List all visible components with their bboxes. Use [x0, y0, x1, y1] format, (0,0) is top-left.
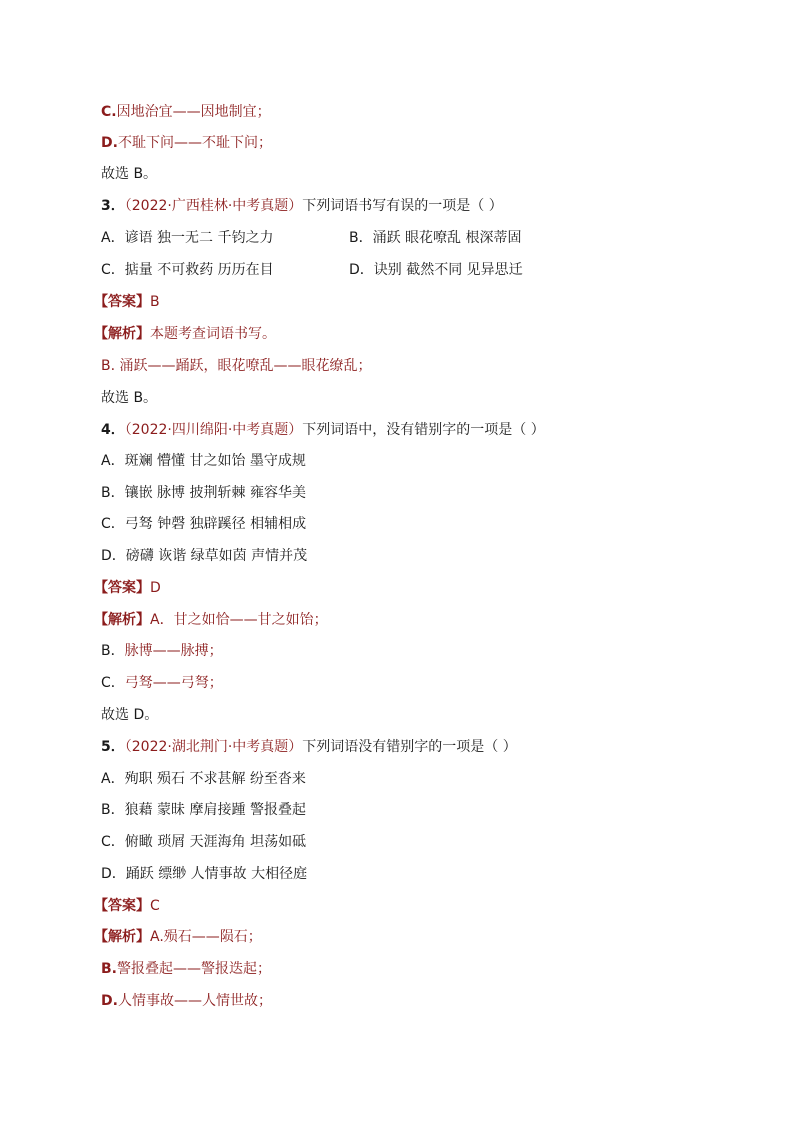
letter: B． — [101, 643, 125, 659]
option-text: 磅礴 诙谐 绿草如茵 声情并茂 — [125, 548, 308, 564]
option-text: 殉职 殒石 不求甚解 纷至沓来 — [124, 771, 306, 787]
option-text: 踊跃 缥缈 人情事故 大相径庭 — [125, 866, 308, 882]
question-text: 下列词语书写有误的一项是（ ） — [302, 198, 503, 214]
answer-value: C — [150, 898, 160, 914]
analysis-tag: 【解析】 — [94, 929, 150, 945]
option-text: 谚语 独一无二 千钧之力 — [124, 230, 274, 246]
option-label: C． — [101, 262, 125, 278]
option-label: B． — [101, 485, 125, 501]
question-5-correction-b — [101, 959, 271, 979]
question-5-answer — [94, 896, 160, 916]
question-4-analysis — [94, 610, 328, 630]
letter: B. — [101, 961, 117, 977]
question-3-options-row-2 — [101, 260, 701, 280]
question-source: （2022·广西桂林·中考真题） — [124, 198, 303, 214]
question-4-answer — [94, 578, 161, 598]
option-label: D． — [349, 262, 374, 278]
question-5-option-a — [101, 769, 306, 789]
option-label: D． — [101, 866, 126, 882]
option-text: 镶嵌 脉博 披荆斩棘 雍容华美 — [124, 485, 306, 501]
question-number: 3． — [101, 198, 125, 214]
option-text: 斑斓 懵懂 甘之如饴 墨守成规 — [124, 453, 306, 469]
question-4-conclusion: 故选 D。 — [101, 707, 159, 723]
analysis-tag: 【解析】 — [94, 612, 150, 628]
option-d — [349, 260, 523, 280]
question-5-analysis — [94, 927, 262, 947]
option-a — [101, 228, 273, 248]
option-label: D． — [101, 548, 126, 564]
option-text: 俯瞰 琐屑 天涯海角 坦荡如砥 — [124, 834, 307, 850]
prev-answer-c — [101, 102, 271, 122]
prev-answer-d — [101, 133, 272, 153]
analysis-tag: 【解析】 — [94, 326, 150, 342]
option-text: 诀别 截然不同 见异思迁 — [373, 262, 523, 278]
answer-tag: 【答案】 — [94, 898, 150, 914]
letter: C． — [101, 675, 125, 691]
answer-value: D — [150, 580, 161, 596]
option-label: C． — [101, 834, 125, 850]
option-label: A． — [101, 453, 125, 469]
question-number: 5． — [101, 739, 125, 755]
question-number: 4． — [101, 422, 125, 438]
option-text: 涌跃 眼花嘹乱 根深蒂固 — [372, 230, 522, 246]
answer-tag: 【答案】 — [94, 580, 150, 596]
letter: C. — [101, 104, 117, 120]
question-5-correction-d — [101, 991, 272, 1011]
option-text: 狼藉 蒙昧 摩肩接踵 警报叠起 — [124, 802, 306, 818]
question-3-conclusion: 故选 B。 — [101, 390, 158, 406]
option-label: B． — [349, 230, 373, 246]
question-4-option-b — [101, 483, 306, 503]
option-label: A． — [101, 230, 125, 246]
question-3-options-row-1 — [101, 228, 701, 248]
question-4-stem — [101, 420, 545, 440]
question-source: （2022·四川绵阳·中考真题） — [124, 422, 303, 438]
question-5-option-d — [101, 864, 307, 884]
correction-text: 警报叠起——警报迭起； — [117, 961, 271, 977]
letter: D. — [101, 993, 118, 1009]
question-4-option-c — [101, 514, 306, 534]
prev-conclusion: 故选 B。 — [101, 166, 158, 182]
correction-text: 因地治宜——因地制宜； — [116, 104, 271, 120]
question-4-correction-c — [101, 673, 223, 693]
question-3-answer — [94, 292, 160, 312]
analysis-text: A.殒石——陨石； — [150, 929, 262, 945]
option-text: 弓驽 钟磬 独辟蹊径 相辅相成 — [124, 516, 307, 532]
question-source: （2022·湖北荆门·中考真题） — [124, 739, 303, 755]
answer-value: B — [150, 294, 160, 310]
option-label: C． — [101, 516, 125, 532]
correction-text: 不耻下问——不耻下问； — [117, 135, 272, 151]
option-b — [349, 228, 522, 248]
option-label: B． — [101, 802, 125, 818]
question-5-stem — [101, 737, 517, 757]
analysis-text: A．甘之如恰——甘之如饴； — [150, 612, 328, 628]
correction-text: 脉博——脉搏； — [124, 643, 223, 659]
option-label: A． — [101, 771, 125, 787]
question-5-option-b — [101, 800, 306, 820]
letter: D. — [101, 135, 118, 151]
option-text: 掂量 不可救药 历历在目 — [124, 262, 274, 278]
correction-text: 人情事故——人情世故； — [117, 993, 272, 1009]
question-5-option-c — [101, 832, 306, 852]
correction-text: 弓驽——弓弩； — [124, 675, 223, 691]
analysis-text: 本题考查词语书写。 — [150, 326, 276, 342]
question-4-correction-b — [101, 641, 223, 661]
question-4-option-a — [101, 451, 306, 471]
answer-tag: 【答案】 — [94, 294, 150, 310]
question-3-analysis — [94, 324, 276, 344]
question-4-option-d — [101, 546, 307, 566]
question-3-stem — [101, 196, 503, 216]
question-3-correction-b: B. 涌跃——踊跃，眼花嘹乱——眼花缭乱； — [101, 358, 372, 374]
question-text: 下列词语中，没有错别字的一项是（ ） — [302, 422, 545, 438]
question-text: 下列词语没有错别字的一项是（ ） — [302, 739, 517, 755]
option-c — [101, 260, 274, 280]
